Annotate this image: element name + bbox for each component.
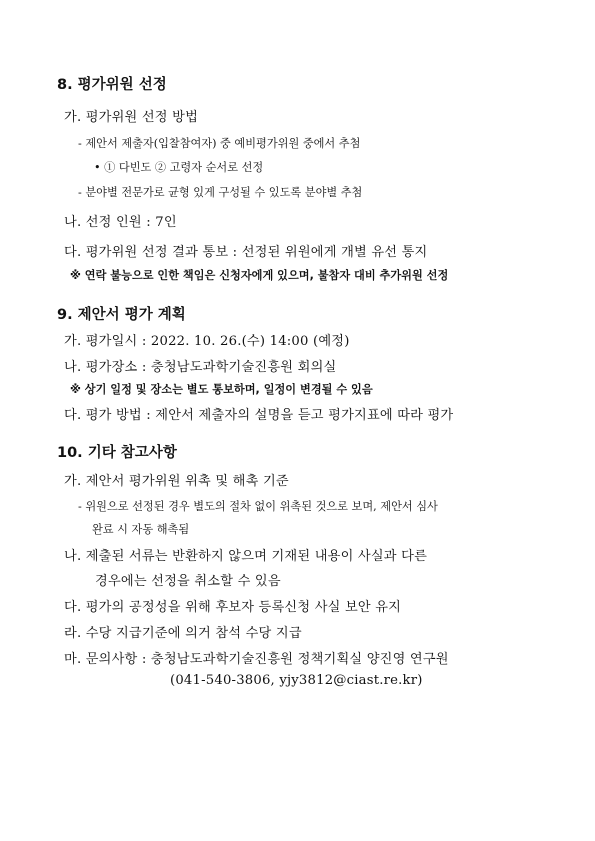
section-10-item-a: 가. 제안서 평가위원 위촉 및 해촉 기준 <box>64 474 289 489</box>
section-9-note: ※ 상기 일정 및 장소는 별도 통보하며, 일정이 변경될 수 있음 <box>70 383 373 396</box>
section-8-item-b: 나. 선정 인원 : 7인 <box>64 215 177 230</box>
section-8-item-a-sub1-bullet: • ① 다빈도 ② 고령자 순서로 선정 <box>94 161 264 174</box>
section-9-item-b: 나. 평가장소 : 충청남도과학기술진흥원 회의실 <box>64 360 337 375</box>
section-8-item-a: 가. 평가위원 선정 방법 <box>64 110 199 125</box>
section-10-item-b-line1: 나. 제출된 서류는 반환하지 않으며 기재된 내용이 사실과 다른 <box>64 549 428 564</box>
section-10-heading: 10. 기타 참고사항 <box>57 445 177 461</box>
section-10-item-c: 다. 평가의 공정성을 위해 후보자 등록신청 사실 보안 유지 <box>64 600 402 615</box>
section-8-item-a-sub2: - 분야별 전문가로 균형 있게 구성될 수 있도록 분야별 추첨 <box>78 186 363 199</box>
section-10-item-a-sub1-line1: - 위원으로 선정된 경우 별도의 절차 없이 위촉된 것으로 보며, 제안서 심사 <box>78 500 438 513</box>
section-10-item-b-line2: 경우에는 선정을 취소할 수 있음 <box>95 574 281 589</box>
section-10-item-e-line2: (041-540-3806, yjy3812@ciast.re.kr) <box>170 673 423 688</box>
section-9-item-a: 가. 평가일시 : 2022. 10. 26.(수) 14:00 (예정) <box>64 334 350 349</box>
section-8-note: ※ 연락 불능으로 인한 책임은 신청자에게 있으며, 불참자 대비 추가위원 선정 <box>70 269 449 282</box>
section-9-item-c: 다. 평가 방법 : 제안서 제출자의 설명을 듣고 평가지표에 따라 평가 <box>64 408 454 423</box>
section-8-heading: 8. 평가위원 선정 <box>57 77 167 93</box>
section-8-item-c: 다. 평가위원 선정 결과 통보 : 선정된 위원에게 개별 유선 통지 <box>64 245 428 260</box>
section-10-item-e-line1: 마. 문의사항 : 충청남도과학기술진흥원 정책기획실 양진영 연구원 <box>64 652 449 667</box>
section-8-item-a-sub1: - 제안서 제출자(입찰참여자) 중 예비평가위원 중에서 추첨 <box>78 137 361 150</box>
section-10-item-d: 라. 수당 지급기준에 의거 참석 수당 지급 <box>64 626 302 641</box>
section-10-item-a-sub1-line2: 완료 시 자동 해촉됨 <box>92 523 190 536</box>
section-9-heading: 9. 제안서 평가 계획 <box>57 307 186 323</box>
